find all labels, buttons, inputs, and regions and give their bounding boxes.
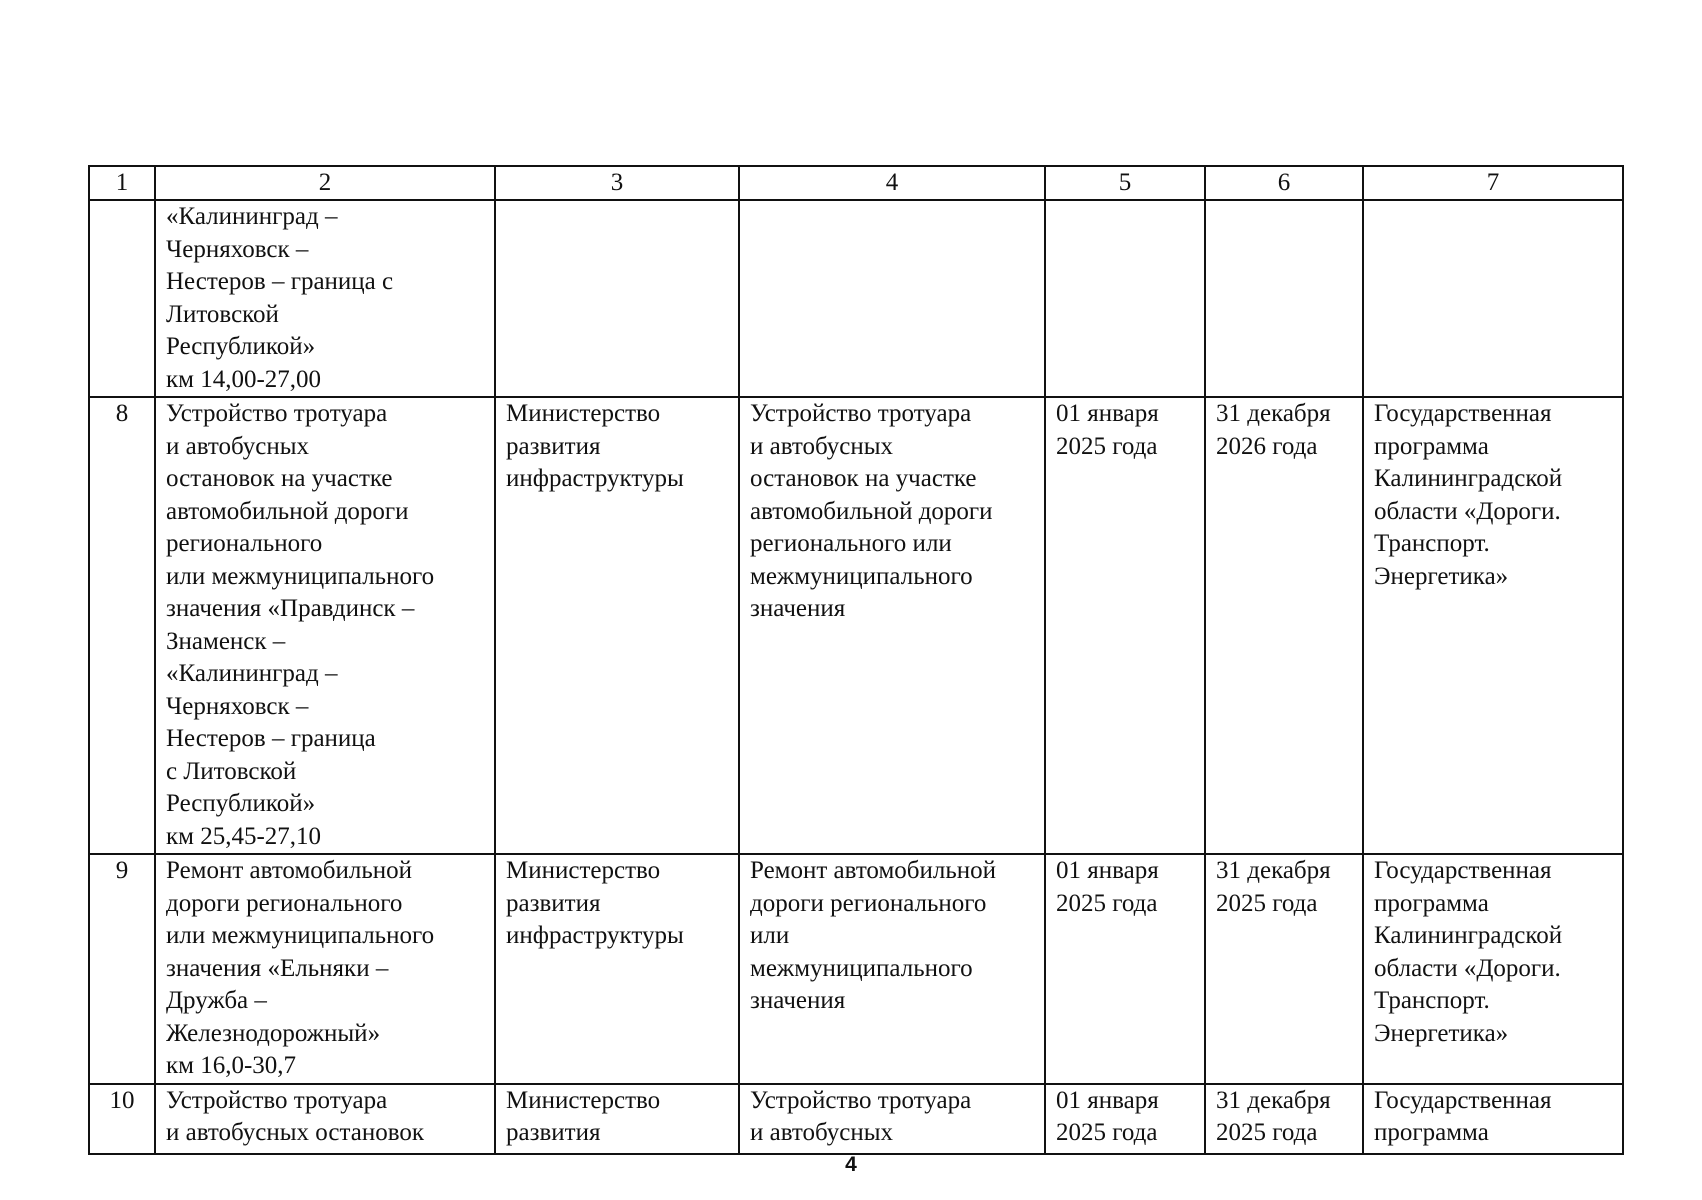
start-date: 01 января 2025 года <box>1045 397 1205 854</box>
executor <box>495 1084 739 1154</box>
measure-name <box>155 1084 495 1154</box>
row-number <box>89 200 155 397</box>
table-row <box>89 1084 1623 1154</box>
executor-text: Министерство развития <box>506 1086 661 1146</box>
expected-result-text: Устройство тротуара и автобусных <box>750 1086 972 1146</box>
program: Государственная программа Калининградской области «Дороги. Транспорт. Энергетика» <box>1363 397 1623 854</box>
executor <box>495 200 739 397</box>
measure-name-text: Устройство тротуара и автобусных остановок <box>166 1086 424 1146</box>
end-date-text: 31 декабря 2025 года <box>1216 1086 1331 1146</box>
start-date <box>1045 1084 1205 1154</box>
header-cell-4: 4 <box>739 166 1045 200</box>
document-table <box>88 165 1624 1155</box>
header-cell-2: 2 <box>155 166 495 200</box>
program: Государственная программа Калининградской области «Дороги. Транспорт. Энергетика» <box>1363 854 1623 1084</box>
measure-name: Устройство тротуара и автобусных остановок на участке автомобильной дороги регионального или межмуниципального значения «Правдинск – Знаменск – «Калининград – Черняховск – Нестеров – граница с Литовской Республикой» км 25,45-27,10 <box>155 397 495 854</box>
executor: Министерство развития инфраструктуры <box>495 397 739 854</box>
row-number: 8 <box>89 397 155 854</box>
table-row <box>89 397 1623 854</box>
expected-result <box>739 200 1045 397</box>
table-row <box>89 200 1623 397</box>
program <box>1363 200 1623 397</box>
header-cell-3: 3 <box>495 166 739 200</box>
header-cell-5: 5 <box>1045 166 1205 200</box>
page-number: 4 <box>845 1153 857 1176</box>
start-date-text: 01 января 2025 года <box>1056 1086 1159 1146</box>
measure-name: «Калининград – Черняховск – Нестеров – граница с Литовской Республикой» км 14,00-27,00 <box>155 200 495 397</box>
program-text: Государственная программа <box>1374 1086 1552 1146</box>
end-date <box>1205 200 1363 397</box>
end-date <box>1205 1084 1363 1154</box>
table-row <box>89 854 1623 1084</box>
expected-result: Устройство тротуара и автобусных остановок на участке автомобильной дороги регионального или межмуниципального значения <box>739 397 1045 854</box>
row-number: 9 <box>89 854 155 1084</box>
end-date: 31 декабря 2026 года <box>1205 397 1363 854</box>
row-number <box>89 1084 155 1154</box>
header-row <box>89 166 1623 200</box>
executor: Министерство развития инфраструктуры <box>495 854 739 1084</box>
header-cell-6: 6 <box>1205 166 1363 200</box>
header-cell-1: 1 <box>89 166 155 200</box>
start-date <box>1045 200 1205 397</box>
measure-name: Ремонт автомобильной дороги регионального или межмуниципального значения «Ельняки – Дружба – Железнодорожный» км 16,0-30,7 <box>155 854 495 1084</box>
program <box>1363 1084 1623 1154</box>
expected-result <box>739 1084 1045 1154</box>
start-date: 01 января 2025 года <box>1045 854 1205 1084</box>
expected-result: Ремонт автомобильной дороги регионального или межмуниципального значения <box>739 854 1045 1084</box>
header-cell-7: 7 <box>1363 166 1623 200</box>
row-number-text: 10 <box>109 1086 135 1114</box>
end-date: 31 декабря 2025 года <box>1205 854 1363 1084</box>
